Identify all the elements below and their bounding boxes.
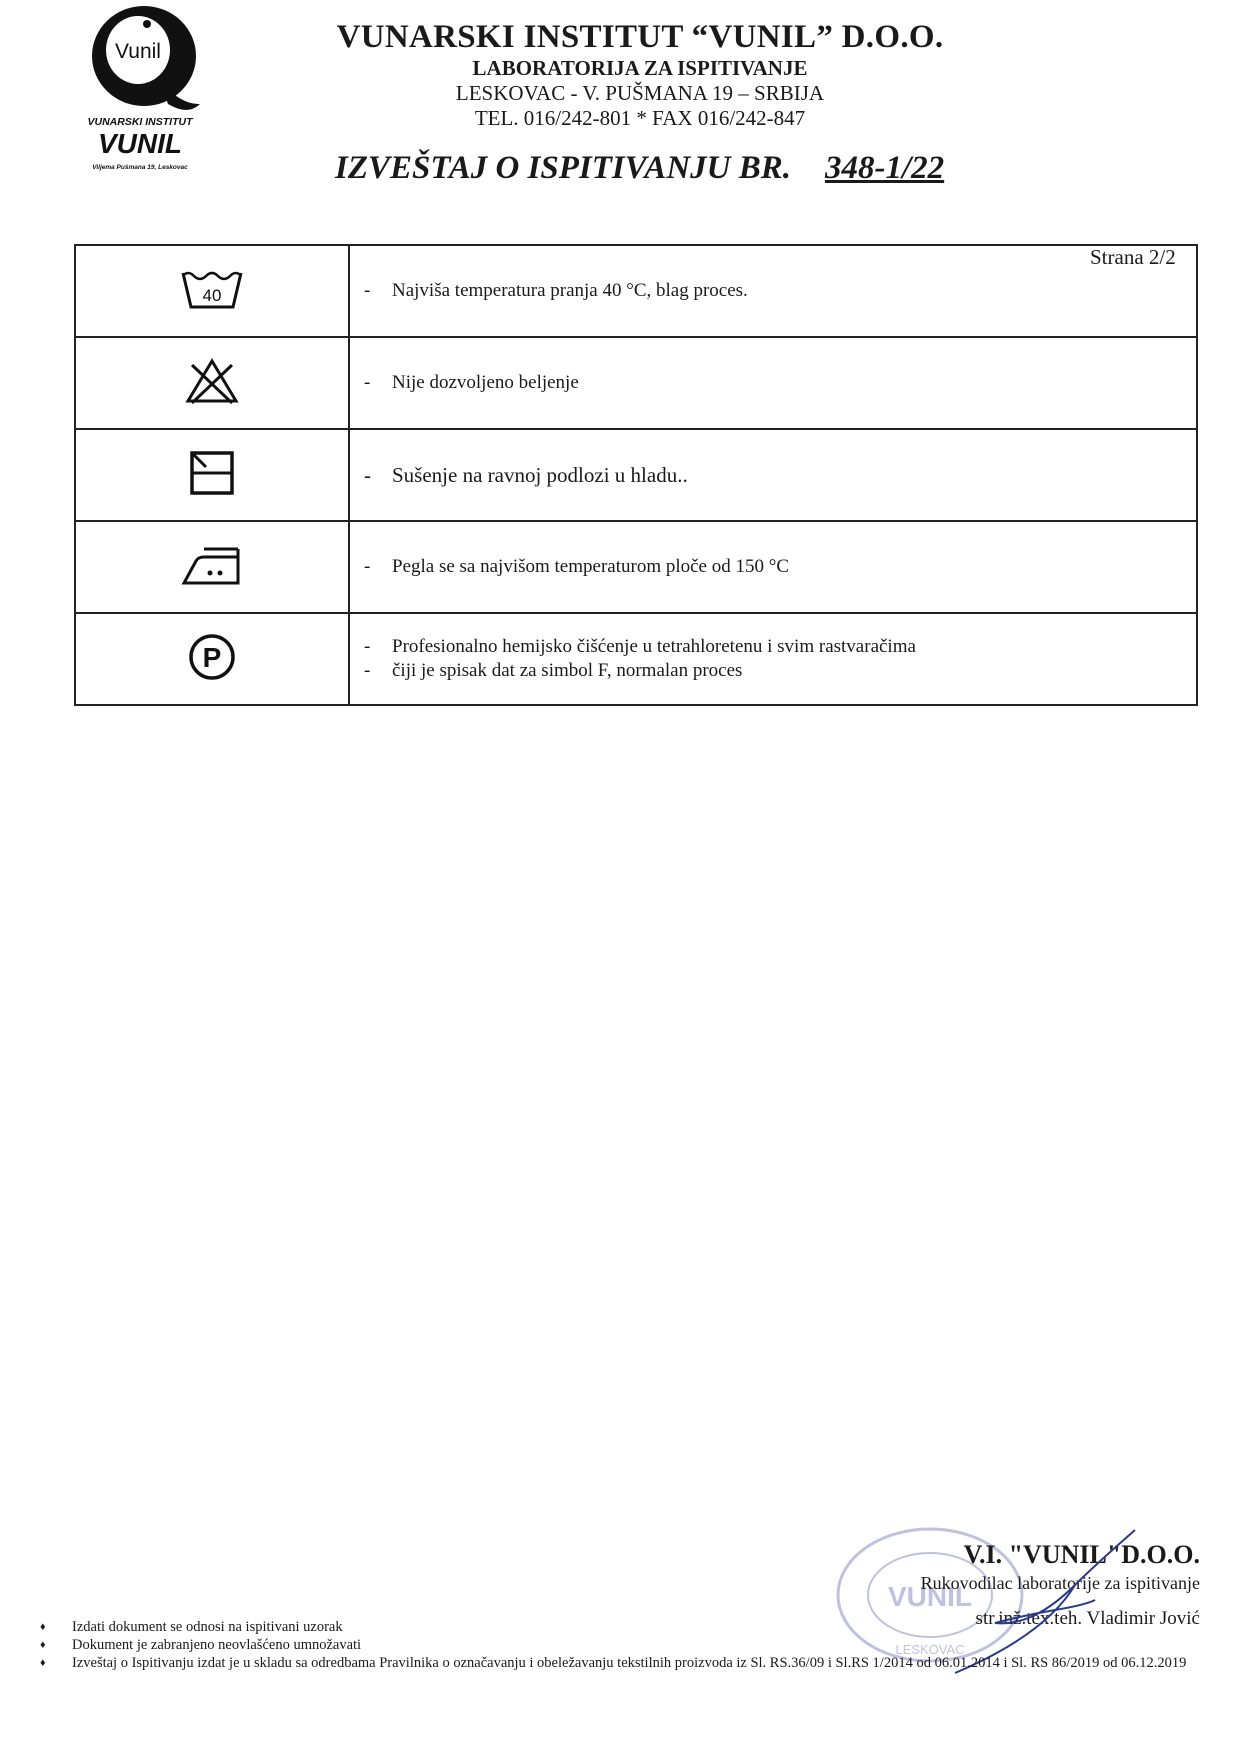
institute-phone: TEL. 016/242-801 * FAX 016/242-847 [474, 106, 806, 130]
care-instruction-cell [349, 245, 1197, 337]
dash: - [364, 462, 371, 487]
symbol-cell [75, 613, 349, 705]
care-instruction-cell [349, 337, 1197, 429]
flat-dry-shade-icon [188, 449, 236, 497]
dry-clean-letter: P [202, 641, 222, 673]
institute-title: VUNARSKI INSTITUT “VUNIL” D.O.O. [336, 19, 944, 55]
page-number: Strana 2/2 [1090, 245, 1176, 269]
symbol-cell [75, 337, 349, 429]
bullet-icon: ♦ [40, 1621, 46, 1633]
logo-name-line1: VUNARSKI INSTITUT [87, 116, 193, 128]
table-row [75, 337, 1197, 429]
list-item [40, 1636, 1190, 1654]
symbol-cell [75, 521, 349, 613]
signature-company: V.I. "VUNIL"D.O.O. [963, 1540, 1200, 1569]
laboratory-name: LABORATORIJA ZA ISPITIVANJE [472, 56, 808, 80]
dry-clean-p-icon [187, 632, 237, 682]
care-instruction-text: Najviša temperatura pranja 40 °C, blag proces. [392, 280, 748, 301]
care-instruction-cell [349, 521, 1197, 613]
footer-note-text: Izveštaj o Ispitivanju izdat je u skladu sa odredbama Pravilnika o označavanju i obeležavanju tekstilnih proizvoda iz Sl. RS.36/09 i Sl.RS 1/2014 od 06.01.2014 i Sl. RS 86/2019 od 06.12.2019 [72, 1655, 1187, 1671]
care-instruction-cell [349, 429, 1197, 521]
table-row [75, 613, 1197, 705]
symbol-cell [75, 245, 349, 337]
care-instruction-text: Profesionalno hemijsko čišćenje u tetrahloretenu i svim rastvaračima [392, 636, 916, 657]
no-bleach-icon [184, 357, 240, 405]
logo-address: Viljema Pušmana 19, Leskovac [92, 164, 188, 171]
dash: - [364, 280, 371, 301]
wash-40-icon [177, 267, 247, 311]
institute-address: LESKOVAC - V. PUŠMANA 19 – SRBIJA [455, 81, 825, 105]
stamp-ring-text: LESKOVAC [895, 1642, 965, 1657]
footer-note-text: Izdati dokument se odnosi na ispitivani uzorak [72, 1619, 343, 1635]
table-row [75, 521, 1197, 613]
document-header [300, 18, 980, 131]
bullet-icon: ♦ [40, 1639, 46, 1651]
care-instruction-text: Pegla se sa najvišom temperaturom ploče od 150 °C [392, 556, 790, 577]
dash: - [364, 372, 371, 393]
signature-role: Rukovodilac laboratorije za ispitivanje [920, 1573, 1200, 1593]
symbol-cell [75, 429, 349, 521]
institute-logo [72, 0, 222, 185]
care-instruction-cell [349, 613, 1197, 705]
table-row [75, 245, 1197, 337]
logo-inner-text: Vunil [115, 40, 161, 63]
iron-150-icon [180, 543, 244, 587]
dash: - [364, 636, 371, 657]
table-row [75, 429, 1197, 521]
list-item [40, 1654, 1190, 1672]
dash: - [364, 556, 371, 577]
list-item [40, 1618, 1190, 1636]
care-instruction-text: čiji je spisak dat za simbol F, normalan proces [392, 660, 743, 681]
logo-name-line2: VUNIL [98, 128, 182, 159]
footer-notes [40, 1618, 1190, 1672]
care-instruction-text: Nije dozvoljeno beljenje [392, 372, 579, 393]
wash-temperature-label: 40 [202, 285, 222, 305]
report-title [335, 150, 950, 187]
care-instruction-text: Sušenje na ravnoj podlozi u hladu.. [392, 462, 688, 487]
stamp-text: VUNIL [888, 1581, 972, 1612]
report-title-label: IZVEŠTAJ O ISPITIVANJU BR. [335, 150, 792, 186]
dash: - [364, 660, 371, 681]
signature-name: str.inž.tex.teh. Vladimir Jović [975, 1608, 1200, 1629]
bullet-icon: ♦ [40, 1657, 46, 1669]
care-symbols-table [74, 244, 1198, 706]
report-number: 348-1/22 [825, 150, 945, 186]
footer-note-text: Dokument je zabranjeno neovlašćeno umnožavati [72, 1637, 362, 1653]
